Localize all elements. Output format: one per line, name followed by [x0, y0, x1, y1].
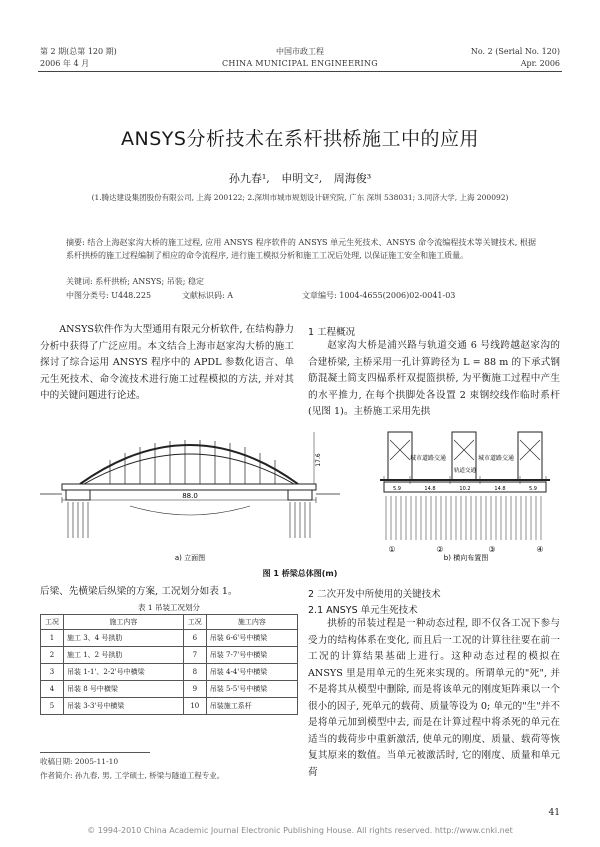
- table-cell: 9: [183, 681, 206, 698]
- axis-3: ③: [488, 545, 496, 554]
- axis-4: ④: [536, 545, 544, 554]
- dim-3: 10.2: [459, 486, 471, 492]
- section2-paragraph: 拱桥的吊装过程是一种动态过程, 即不仅各工况下参与受力的结构体系在变化, 而且后一工况的计算往往要在前一工况的计算结果基础上进行。这种动态过程的模拟在 ANSYS 里是用单元的生死来实现的。所谓单元的"死", 并不是将其从模型中删除, 而是将该单元的刚度矩阵乘以一个很小的因子, 死单元的载荷、质量等设为 0; 单元的"生"并不是将单元加到模型中去, 而是在计算过程中将杀死的单元在适当的载荷步中重新激活, 使单元的刚度、质量、载荷等恢复其原来的数值。当单元被激活时, 它的刚度、质量和单元荷: [308, 618, 560, 778]
- table-header-row: [41, 615, 298, 630]
- table-cell: 10: [183, 698, 206, 715]
- section2-1-heading: 2.1 ANSYS 单元生死技术: [308, 605, 418, 616]
- table-cell: 5: [41, 698, 64, 715]
- figure-caption: 图 1 桥梁总体图(m): [262, 569, 338, 578]
- paper-affiliations: (1.腾达建设集团股份有限公司, 上海 200122; 2.深圳市城市规划设计研究院, 广东 深圳 538031; 3.同济大学, 上海 200092): [91, 193, 509, 202]
- deck-label-right: 城市道路交通: [477, 455, 515, 462]
- table-cell: 6: [183, 630, 206, 647]
- header-issue: 第 2 期(总第 120 期): [40, 47, 117, 56]
- section1-heading: 1 工程概况: [308, 327, 356, 338]
- keywords: 关键词: 系杆拱桥; ANSYS; 吊装; 稳定: [66, 277, 204, 286]
- header-month: Apr. 2006: [520, 59, 560, 68]
- table-title: 表 1 吊装工况划分: [137, 603, 201, 612]
- header-date: 2006 年 4 月: [40, 59, 90, 68]
- intro-paragraph: ANSYS软件作为大型通用有限元分析软件, 在结构静力分析中获得了广泛应用。本文结合上海市赵家沟大桥的施工探讨了综合运用 ANSYS 程序中的 APDL 参数化语言、单元生死技术、命令流技术进行施工过程模拟的方法, 并对其中的关键问题进行论述。: [40, 324, 294, 401]
- table-cell: 吊装 5-5'号中横梁: [206, 681, 297, 698]
- document-code: 文献标识码: A: [182, 291, 234, 300]
- received-date: 收稿日期: 2005-11-10: [40, 757, 119, 766]
- table-header: 施工内容: [206, 615, 297, 630]
- table-cell: 吊装 8 号中横梁: [64, 681, 184, 698]
- table-cell: 7: [183, 647, 206, 664]
- table-row: [41, 681, 298, 698]
- elevation-view: [40, 432, 340, 538]
- page-number: 41: [548, 808, 560, 818]
- deck-label-center: 轨道交通: [453, 468, 477, 474]
- header-journal-en: CHINA MUNICIPAL ENGINEERING: [222, 59, 378, 68]
- axis-1: ①: [388, 545, 396, 554]
- table-cell: 吊装 1-1'、2-2'号中横梁: [64, 664, 184, 681]
- table-header: 工况: [41, 615, 64, 630]
- table-cell: 吊装 7-7'号中横梁: [206, 647, 297, 664]
- work-stage-table: [40, 614, 298, 715]
- dim-5: 5.9: [529, 486, 537, 492]
- table-row: [41, 630, 298, 647]
- table-cell: 施工 1、2 号拱肋: [64, 647, 184, 664]
- paper-title: ANSYS分析技术在系杆拱桥施工中的应用: [121, 128, 479, 150]
- table-cell: 施工 3、4 号拱肋: [64, 630, 184, 647]
- rise-dimension: 17.6: [315, 453, 322, 467]
- deck-label-left: 城市道路交通: [409, 455, 447, 462]
- section2-heading: 2 二次开发中所使用的关键技术: [308, 589, 441, 600]
- footnote-rule: [40, 752, 150, 753]
- header-journal: 中国市政工程: [276, 47, 324, 56]
- bridge-figure: [40, 420, 560, 580]
- section1-paragraph: 赵家沟大桥是浦兴路与轨道交通 6 号线跨越赵家沟的合建桥梁, 主桥采用一孔计算跨径为 L = 88 m 的下承式钢筋混凝土简支四榀系杆双提篮拱桥, 为平衡施工过程中产生的水平推力, 在每个拱脚处各设置 2 束钢绞线作临时系杆(见图 1)。主桥施工采用先拱: [308, 340, 560, 417]
- table-cell: 3: [41, 664, 64, 681]
- author-bio: 作者简介: 孙九春, 男, 工学硕士, 桥梁与隧道工程专业。: [40, 771, 225, 780]
- table-row: [41, 664, 298, 681]
- article-number: 文章编号: 1004-4655(2006)02-0041-03: [302, 291, 456, 300]
- span-dimension: 88.0: [182, 492, 198, 500]
- dim-1: 5.9: [393, 486, 401, 492]
- dim-4: 14.8: [494, 486, 506, 492]
- caption-b: b) 横向布置图: [443, 554, 489, 562]
- table-cell: 吊装施工系杆: [206, 698, 297, 715]
- dim-2: 14.8: [424, 486, 436, 492]
- table-cell: 4: [41, 681, 64, 698]
- table-row: [41, 698, 298, 715]
- header-rule: [38, 71, 562, 72]
- table-cell: 2: [41, 647, 64, 664]
- class-number: 中图分类号: U448.225: [66, 291, 152, 300]
- table-row: [41, 647, 298, 664]
- table-intro: 后梁、先横梁后纵梁的方案, 工况划分如表 1。: [40, 586, 238, 597]
- header-serial: No. 2 (Serial No. 120): [470, 47, 560, 56]
- caption-a: a) 立面图: [174, 554, 206, 562]
- table-cell: 8: [183, 664, 206, 681]
- axis-2: ②: [436, 545, 444, 554]
- table-cell: 吊装 3-3'号中横梁: [64, 698, 184, 715]
- copyright-notice: © 1994-2010 China Academic Journal Electronic Publishing House. All rights reserved. http://www.cnki.net: [87, 826, 513, 835]
- table-cell: 吊装 6-6'号中横梁: [206, 630, 297, 647]
- abstract-text: 摘要: 结合上海赵家沟大桥的施工过程, 应用 ANSYS 程序软件的 ANSYS 单元生死技术、ANSYS 命令流编程技术等关键技术, 根据系杆拱桥的施工过程编制了相应的命令流程序, 进行施工模拟分析和施工工况后处理, 以保证施工安全和施工质量。: [66, 238, 536, 260]
- table-header: 施工内容: [64, 615, 184, 630]
- table-header: 工况: [183, 615, 206, 630]
- table-cell: 吊装 4-4'号中横梁: [206, 664, 297, 681]
- table-cell: 1: [41, 630, 64, 647]
- paper-authors: 孙九春¹, 申明文², 周海俊³: [228, 172, 372, 185]
